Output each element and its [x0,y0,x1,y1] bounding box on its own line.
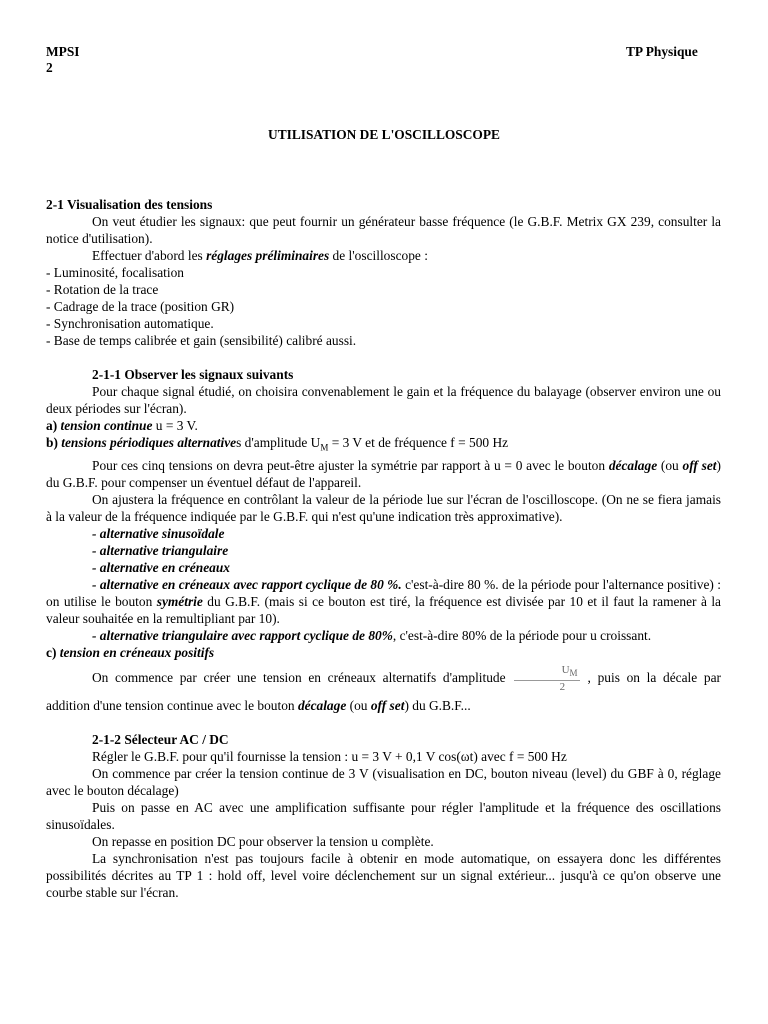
list-item: - Luminosité, focalisation [46,265,184,280]
emphasis: - alternative en créneaux avec rapport cyclique de 80 %. [92,576,402,592]
emphasis: décalage [608,457,658,473]
signal-type-item-duty-triangle [46,627,721,644]
section-2-1-2-heading: 2-1-2 Sélecteur AC / DC [92,731,229,747]
text-run: , c'est-à-dire 80% de la période pour u croissant. [392,627,652,643]
item-a [46,417,721,434]
subscript: M [320,442,329,453]
section-2-1-paragraph-1: On veut étudier les signaux: que peut fournir un générateur basse fréquence (le G.B.F. Metrix GX 239, consulter la notice d'utilisation). [46,214,721,246]
header-subject: TP Physique [626,44,698,59]
signal-type-item: - alternative sinusoïdale [92,525,225,541]
fraction-denominator: 2 [559,680,566,693]
spacer [46,349,721,366]
text-run: (ou [657,457,683,473]
section-2-1-1-paragraph-5 [46,697,721,714]
item-a-label: a) [46,418,61,433]
text-run: ) du G.B.F... [404,697,471,713]
signal-type-item-duty-square [46,576,721,627]
emphasis: off set [370,697,405,713]
emphasis: symétrie [156,593,203,609]
section-2-1-2-paragraph-2: On commence par créer la tension continue de 3 V (visualisation en DC, bouton niveau (level) du GBF à 0, réglage avec le bouton décalage) [46,765,721,798]
text-run: u = 3 V. [152,418,198,433]
section-2-1-1-paragraph-4 [46,664,721,694]
text-run: s d'amplitude U [236,435,321,450]
list-item: - Rotation de la trace [46,282,159,297]
text-run: du G.B.F. (mais si ce bouton est tiré, la fréquence est divisée par 10 et il faut la ramener à la valeur souhaitée en la remultipliant par 10). [46,593,721,626]
item-c [46,644,721,661]
emphasis-prelim: réglages préliminaires [206,248,330,263]
text-run: addition d'une tension continue avec le bouton [46,697,298,713]
document-body [46,196,721,901]
header-left [46,44,79,76]
section-2-1-1-paragraph-3: On ajustera la fréquence en contrôlant la valeur de la période lue sur l'écran de l'oscilloscope. (On ne se fiera jamais à la valeur de la fréquence indiquée par le G.B.F. qui n'est qu'une indication très approximative). [46,491,721,524]
item-c-emphasis: tension en créneaux positifs [59,644,215,660]
text-run: Effectuer d'abord les [92,248,207,263]
section-2-1-2-paragraph-5: La synchronisation n'est pas toujours facile à obtenir en mode automatique, on essayera donc les différentes possibilités décrites au TP 1 : hold off, level voire déclenchement sur un signal extérieur... jusqu'à ce qu'on observe une courbe stable sur l'écran. [46,850,721,900]
section-2-1-2-paragraph-4: On repasse en position DC pour observer la tension u complète. [92,833,434,849]
text-run: Pour ces cinq tensions on devra peut-être ajuster la symétrie par rapport à u = 0 avec le bouton [92,457,609,473]
section-2-1-paragraph-2 [46,247,721,264]
section-2-1-heading: 2-1 Visualisation des tensions [46,197,213,212]
section-2-1-2-paragraph-3: Puis on passe en AC avec une amplification suffisante pour régler l'amplitude et la fréquence des oscillations sinusoïdales. [46,799,721,832]
fraction-symbol: U [561,663,570,676]
signal-type-item: - alternative triangulaire [92,542,229,558]
fraction-subscript: M [569,667,578,678]
section-2-1-1-paragraph-2 [46,457,721,491]
emphasis: décalage [297,697,347,713]
text-run: c'est-à-dire 80 %. de la période pour l'alternance positive) : on utilise le bouton [46,576,721,609]
item-b-label: b) [46,435,62,450]
header-class: MPSI [46,44,80,59]
text-run: , puis on la décale par [587,669,721,685]
text-run: (ou [346,697,371,713]
section-2-1-2-paragraph-1: Régler le G.B.F. pour qu'il fournisse la tension : u = 3 V + 0,1 V cos(ωt) avec f = 500 Hz [92,748,567,764]
text-run: = 3 V et de fréquence f = 500 Hz [328,435,509,450]
item-b-emphasis: tensions périodiques alternative [61,435,237,450]
section-2-1-1-paragraph-1: Pour chaque signal étudié, on choisira convenablement le gain et la fréquence du balayage (observer environ une ou deux périodes sur l'écran). [46,384,721,416]
list-item: - Cadrage de la trace (position GR) [46,299,235,314]
text-run: de l'oscilloscope : [329,248,428,263]
fraction-numerator [514,664,580,681]
item-a-emphasis: tension continue [60,418,153,433]
page-title: UTILISATION DE L'OSCILLOSCOPE [268,127,500,142]
text-run: On commence par créer une tension en créneaux alternatifs d'amplitude [92,669,506,685]
emphasis: - alternative triangulaire avec rapport cyclique de 80% [92,627,393,643]
fraction-um-over-2 [514,664,580,694]
signal-type-item: - alternative en créneaux [92,559,230,575]
item-c-label: c) [46,644,60,660]
text-run: ) du G.B.F. pour compenser un éventuel défaut de l'appareil. [46,457,721,490]
list-item: - Synchronisation automatique. [46,316,214,331]
item-b [46,434,721,457]
list-item: - Base de temps calibrée et gain (sensibilité) calibré aussi. [46,333,357,348]
spacer [46,714,721,731]
emphasis: off set [682,457,717,473]
section-2-1-1-heading: 2-1-1 Observer les signaux suivants [92,367,294,382]
header-class-number: 2 [46,60,53,75]
